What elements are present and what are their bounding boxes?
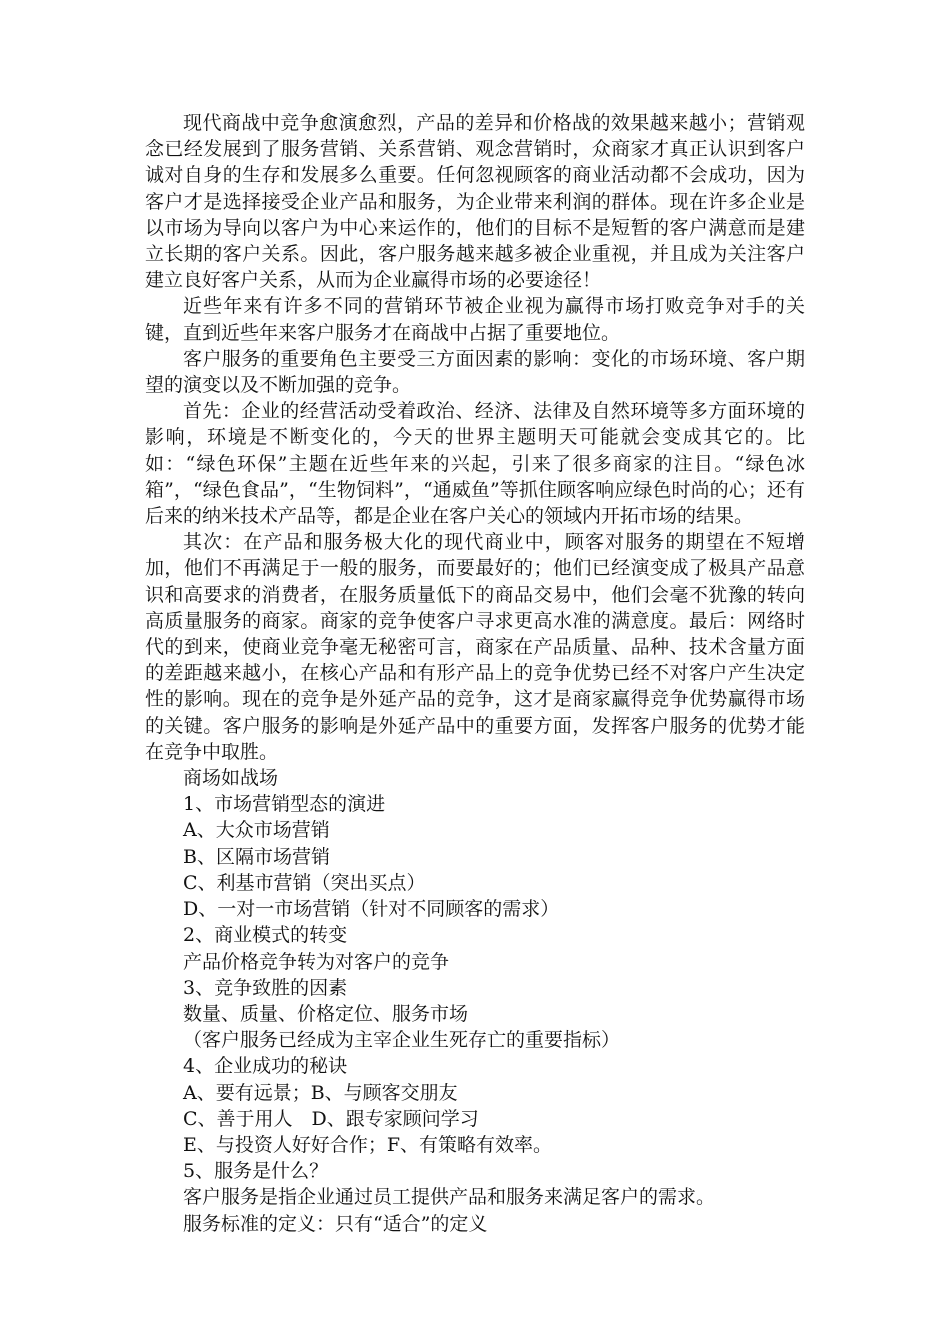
list-item: 3、竞争致胜的因素	[183, 976, 348, 999]
list-item: C、善于用人 D、跟专家顾问学习	[183, 1107, 479, 1130]
list-item: 1、市场营销型态的演进	[183, 793, 386, 816]
list-item: 2、商业模式的转变	[183, 924, 348, 947]
list-item: A、要有远景；B、与顾客交朋友	[183, 1081, 458, 1104]
list-item: 数量、质量、价格定位、服务市场	[183, 1002, 469, 1025]
paragraph-first-factor: 首先：企业的经营活动受着政治、经济、法律及自然环境等多方面环境的影响，环境是不断变化的，今天的世界主题明天可能就会变成其它的。比如：“绿色环保”主题在近些年来的兴起，引来了很多商家的注目。“绿色冰箱”，“绿色食品”，“生物饲料”，“通威鱼”等抓住顾客响应绿色时尚的心；还有后来的纳米技术产品等，都是企业在客户关心的领域内开拓市场的结果。	[145, 400, 805, 528]
list-item: （客户服务已经成为主宰企业生死存亡的重要指标）	[183, 1029, 621, 1052]
list-item: B、区隔市场营销	[183, 845, 330, 868]
list-item: 4、企业成功的秘诀	[183, 1055, 348, 1078]
list-item: A、大众市场营销	[183, 819, 330, 842]
section-heading: 商场如战场	[183, 767, 279, 790]
list-item: C、利基市营销（突出买点）	[183, 871, 426, 894]
paragraph-second-factor: 其次：在产品和服务极大化的现代商业中，顾客对服务的期望在不短增加，他们不再满足于一般的服务，而要最好的；他们已经演变成了极具产品意识和高要求的消费者，在服务质量低下的商品交易中，他们会毫不犹豫的转向高质量服务的商家。商家的竞争使客户寻求更高水准的满意度。最后：网络时代的到来，使商业竞争毫无秘密可言，商家在产品质量、品种、技术含量方面的差距越来越小，在核心产品和有形产品上的竞争优势已经不对客户产生决定性的影响。现在的竞争是外延产品的竞争，这才是商家赢得竞争优势赢得市场的关键。客户服务的影响是外延产品中的重要方面，发挥客户服务的优势才能在竞争中取胜。	[145, 531, 805, 763]
list-item: 客户服务是指企业通过员工提供产品和服务来满足客户的需求。	[183, 1186, 716, 1209]
paragraph-three-factors: 客户服务的重要角色主要受三方面因素的影响：变化的市场环境、客户期望的演变以及不断加强的竞争。	[145, 347, 805, 397]
list-item: 产品价格竞争转为对客户的竞争	[183, 950, 450, 973]
list-item: 服务标准的定义：只有“适合”的定义	[183, 1212, 488, 1235]
document-body	[145, 110, 805, 1237]
paragraph-intro: 现代商战中竞争愈演愈烈，产品的差异和价格战的效果越来越小；营销观念已经发展到了服务营销、关系营销、观念营销时，众商家才真正认识到客户诚对自身的生存和发展多么重要。任何忽视顾客的商业活动都不会成功，因为客户才是选择接受企业产品和服务，为企业带来利润的群体。现在许多企业是以市场为导向以客户为中心来运作的，他们的目标不是短暂的客户满意而是建立长期的客户关系。因此，客户服务越来越多被企业重视，并且成为关注客户建立良好客户关系，从而为企业赢得市场的必要途径！	[145, 112, 805, 292]
paragraph-marketing-history: 近些年来有许多不同的营销环节被企业视为赢得市场打败竞争对手的关键，直到近些年来客户服务才在商战中占据了重要地位。	[145, 295, 805, 344]
list-item: E、与投资人好好合作；F、有策略有效率。	[183, 1133, 553, 1156]
list-item: D、一对一市场营销（针对不同顾客的需求）	[183, 898, 560, 921]
list-item: 5、服务是什么？	[183, 1160, 329, 1183]
